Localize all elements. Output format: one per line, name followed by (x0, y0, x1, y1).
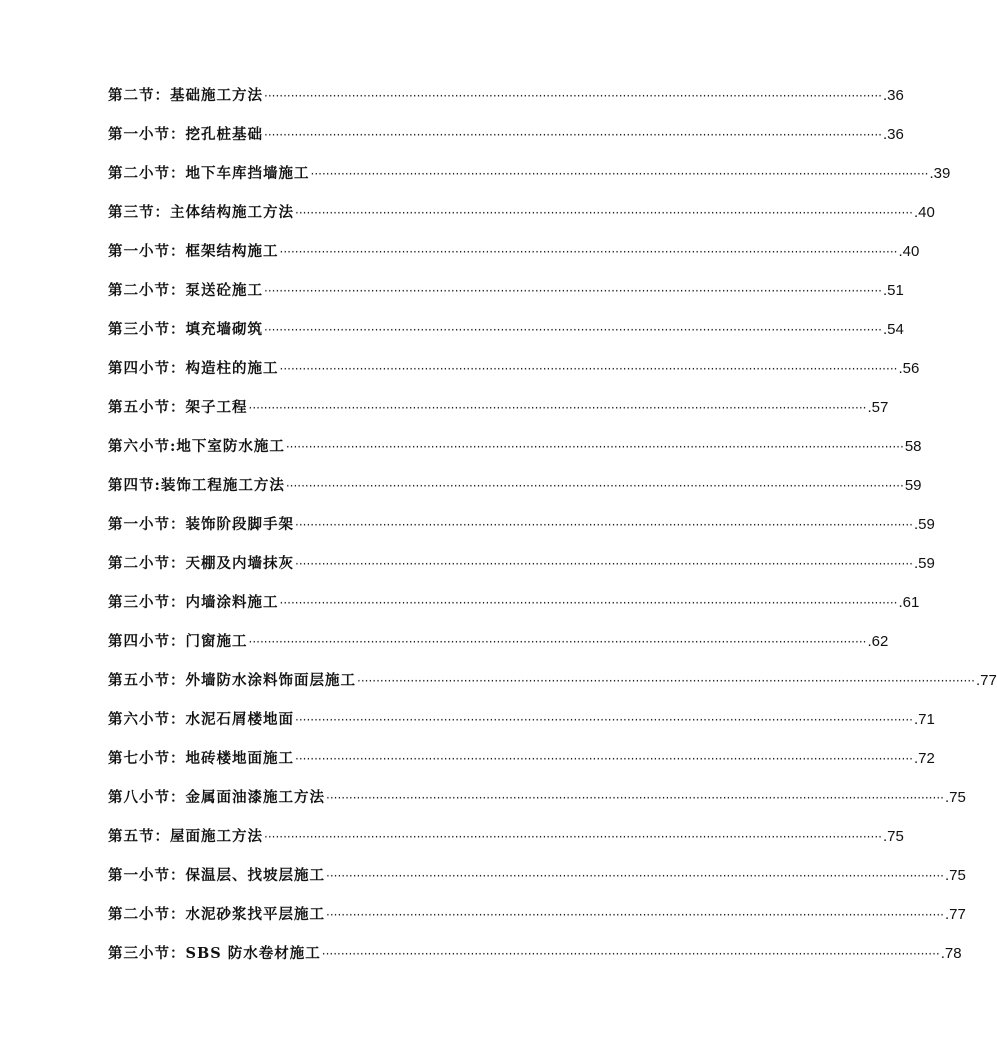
toc-entry[interactable] (108, 631, 889, 670)
toc-entry-page-number: .75 (944, 789, 966, 806)
toc-dot-leader: ·································································································································································· (285, 440, 904, 454)
toc-entry-title: 第一小节：框架结构施工 (108, 243, 279, 260)
toc-dot-leader: ·································································································································································· (264, 284, 882, 298)
toc-entry-title: 第二小节：地下车库挡墙施工 (108, 165, 310, 182)
toc-dot-leader: ·································································································································································· (279, 596, 898, 610)
toc-entry-page-number: .71 (913, 711, 935, 728)
toc-dot-leader: ·································································································································································· (310, 167, 929, 181)
toc-entry[interactable] (108, 592, 920, 631)
toc-entry[interactable] (108, 436, 922, 475)
toc-entry[interactable] (108, 709, 935, 748)
toc-entry-page-number: .77 (944, 906, 966, 923)
toc-entry[interactable] (108, 904, 966, 943)
toc-dot-leader: ·································································································································································· (264, 128, 882, 142)
toc-entry-page-number: .40 (898, 243, 920, 260)
toc-entry-page-number: .36 (882, 87, 904, 104)
toc-entry-title: 第六小节：水泥石屑楼地面 (108, 711, 294, 728)
toc-entry-page-number: .75 (944, 867, 966, 884)
toc-entry-page-number: .36 (882, 126, 904, 143)
toc-entry-title: 第一小节：保温层、找坡层施工 (108, 867, 325, 884)
toc-dot-leader: ·································································································································································· (321, 947, 940, 961)
toc-entry-page-number: .59 (913, 516, 935, 533)
toc-dot-leader: ·································································································································································· (264, 89, 882, 103)
toc-entry-title: 第七小节：地砖楼地面施工 (108, 750, 294, 767)
toc-entry-title: 第三小节：填充墙砌筑 (108, 321, 263, 338)
toc-entry[interactable] (108, 787, 966, 826)
toc-dot-leader: ·································································································································································· (295, 206, 913, 220)
toc-entry-page-number: .40 (913, 204, 935, 221)
toc-entry-page-number: .61 (898, 594, 920, 611)
toc-entry-page-number: .62 (867, 633, 889, 650)
toc-entry-title: 第六小节:地下室防水施工 (108, 438, 285, 455)
toc-entry-page-number: .59 (913, 555, 935, 572)
toc-entry-page-number: .51 (882, 282, 904, 299)
toc-entry-title: 第五小节：架子工程 (108, 399, 248, 416)
toc-entry-title: 第二小节：水泥砂浆找平层施工 (108, 906, 325, 923)
toc-entry[interactable] (108, 553, 935, 592)
toc-entry-page-number: .78 (940, 945, 962, 962)
toc-entry-title: 第一小节：挖孔桩基础 (108, 126, 263, 143)
toc-dot-leader: ·································································································································································· (285, 479, 904, 493)
table-of-contents (108, 85, 997, 982)
toc-dot-leader: ·································································································································································· (295, 518, 913, 532)
toc-entry-page-number: .54 (882, 321, 904, 338)
toc-entry[interactable] (108, 943, 962, 982)
toc-entry[interactable] (108, 397, 889, 436)
toc-entry[interactable] (108, 826, 904, 865)
toc-entry-page-number: 58 (904, 438, 922, 455)
toc-entry[interactable] (108, 124, 904, 163)
toc-entry-page-number: .39 (929, 165, 951, 182)
toc-entry[interactable] (108, 319, 904, 358)
toc-entry-title: 第八小节：金属面油漆施工方法 (108, 789, 325, 806)
toc-entry-title: 第一小节：装饰阶段脚手架 (108, 516, 294, 533)
toc-dot-leader: ·································································································································································· (279, 245, 898, 259)
toc-dot-leader: ·································································································································································· (295, 713, 913, 727)
toc-entry[interactable] (108, 514, 935, 553)
toc-dot-leader: ·································································································································································· (295, 752, 913, 766)
toc-dot-leader: ·································································································································································· (248, 401, 867, 415)
toc-entry[interactable] (108, 163, 951, 202)
toc-entry-title: 第三小节：SBS 防水卷材施工 (108, 945, 321, 962)
toc-dot-leader: ·································································································································································· (279, 362, 898, 376)
toc-dot-leader: ·································································································································································· (326, 791, 944, 805)
toc-dot-leader: ·································································································································································· (295, 557, 913, 571)
toc-entry[interactable] (108, 202, 935, 241)
toc-entry-page-number: 59 (904, 477, 922, 494)
toc-entry-title: 第五小节：外墙防水涂料饰面层施工 (108, 672, 356, 689)
toc-dot-leader: ·································································································································································· (326, 908, 944, 922)
toc-entry-title: 第四节:装饰工程施工方法 (108, 477, 285, 494)
toc-dot-leader: ·································································································································································· (326, 869, 944, 883)
toc-entry[interactable] (108, 748, 935, 787)
toc-entry-title: 第二小节：天棚及内墙抹灰 (108, 555, 294, 572)
toc-entry-page-number: .56 (898, 360, 920, 377)
toc-entry[interactable] (108, 670, 997, 709)
toc-entry-title: 第四小节：构造柱的施工 (108, 360, 279, 377)
toc-entry[interactable] (108, 280, 904, 319)
toc-entry-title: 第二小节：泵送砼施工 (108, 282, 263, 299)
toc-entry-title: 第四小节：门窗施工 (108, 633, 248, 650)
toc-entry-page-number: .75 (882, 828, 904, 845)
toc-entry[interactable] (108, 475, 922, 514)
toc-entry-page-number: .57 (867, 399, 889, 416)
toc-entry-title: 第三节：主体结构施工方法 (108, 204, 294, 221)
toc-dot-leader: ·································································································································································· (248, 635, 867, 649)
toc-entry-title: 第二节：基础施工方法 (108, 87, 263, 104)
toc-entry-title: 第五节：屋面施工方法 (108, 828, 263, 845)
toc-dot-leader: ·································································································································································· (264, 323, 882, 337)
toc-entry[interactable] (108, 358, 920, 397)
toc-entry[interactable] (108, 85, 904, 124)
toc-dot-leader: ·································································································································································· (264, 830, 882, 844)
toc-dot-leader: ·································································································································································· (357, 674, 975, 688)
toc-entry[interactable] (108, 865, 966, 904)
toc-entry-title: 第三小节：内墙涂料施工 (108, 594, 279, 611)
toc-entry-page-number: .72 (913, 750, 935, 767)
toc-entry-page-number: .77 (975, 672, 997, 689)
toc-entry[interactable] (108, 241, 920, 280)
